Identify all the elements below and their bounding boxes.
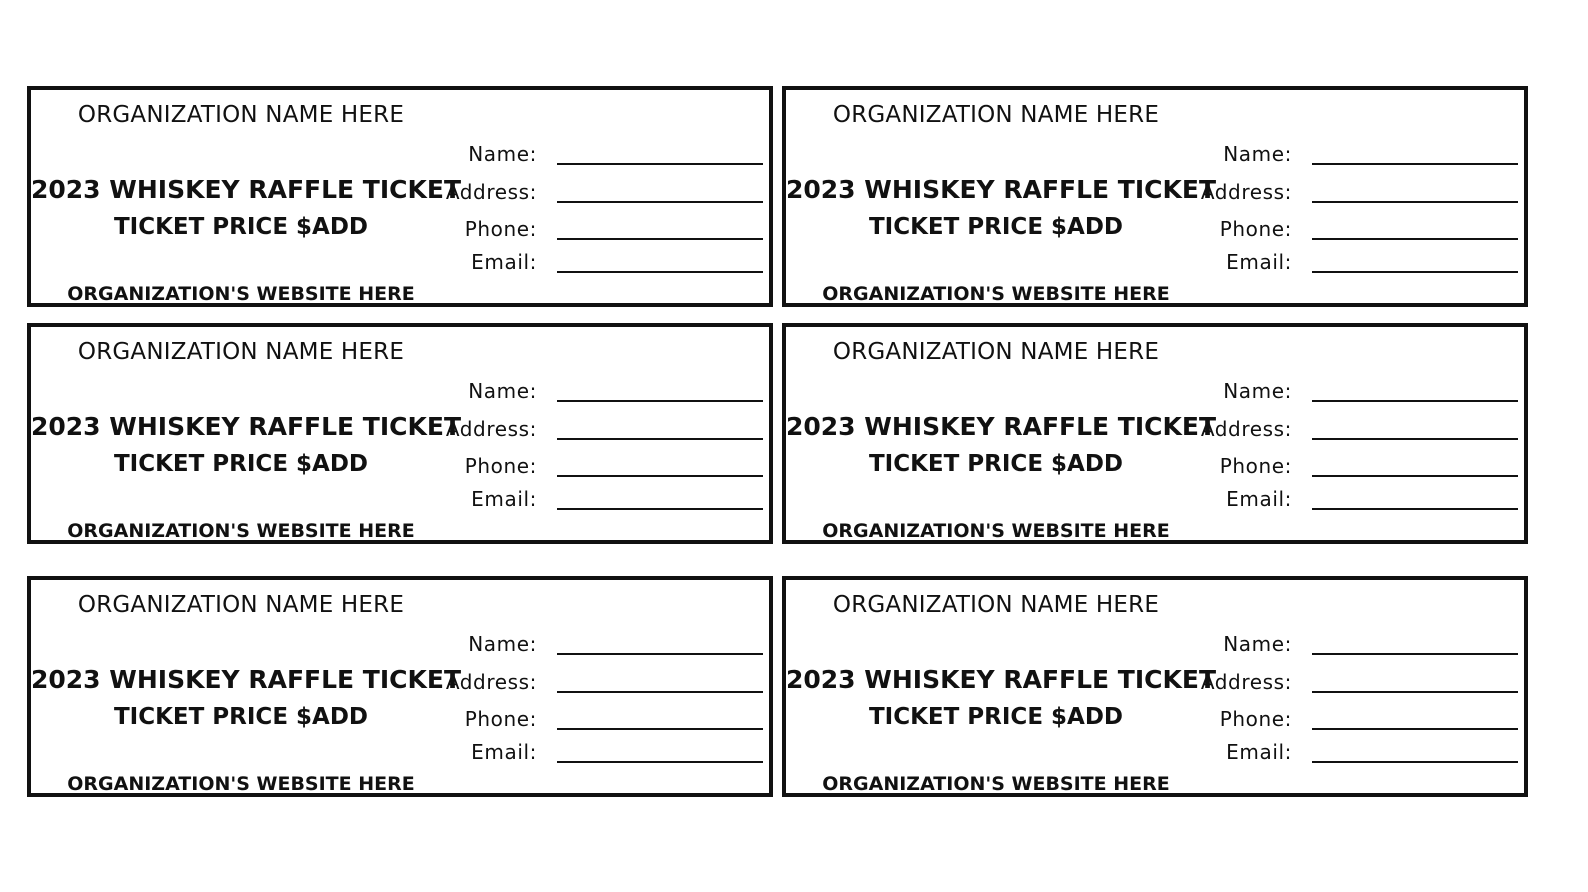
ticket-price: TICKET PRICE $ADD	[113, 214, 369, 240]
address-field-line[interactable]	[1312, 691, 1518, 693]
raffle-title: 2023 WHISKEY RAFFLE TICKET	[31, 175, 462, 204]
email-field-line[interactable]	[1312, 271, 1518, 273]
organization-website: ORGANIZATION'S WEBSITE HERE	[67, 283, 415, 305]
organization-name: ORGANIZATION NAME HERE	[77, 592, 405, 618]
address-field-line[interactable]	[1312, 201, 1518, 203]
address-field-line[interactable]	[557, 691, 763, 693]
raffle-title: 2023 WHISKEY RAFFLE TICKET	[786, 412, 1217, 441]
address-field-line[interactable]	[1312, 438, 1518, 440]
organization-name: ORGANIZATION NAME HERE	[832, 592, 1160, 618]
email-field-line[interactable]	[557, 508, 763, 510]
address-label: Address:	[445, 180, 537, 204]
email-label: Email:	[1226, 250, 1292, 274]
ticket-price: TICKET PRICE $ADD	[113, 451, 369, 477]
raffle-title: 2023 WHISKEY RAFFLE TICKET	[31, 665, 462, 694]
phone-field-line[interactable]	[1312, 728, 1518, 730]
organization-name: ORGANIZATION NAME HERE	[77, 102, 405, 128]
email-field-line[interactable]	[1312, 508, 1518, 510]
address-label: Address:	[1200, 180, 1292, 204]
email-field-line[interactable]	[1312, 761, 1518, 763]
phone-field-line[interactable]	[1312, 238, 1518, 240]
organization-website: ORGANIZATION'S WEBSITE HERE	[822, 773, 1170, 795]
phone-label: Phone:	[464, 454, 537, 478]
phone-field-line[interactable]	[1312, 475, 1518, 477]
name-field-line[interactable]	[557, 400, 763, 402]
name-field-line[interactable]	[557, 163, 763, 165]
phone-field-line[interactable]	[557, 728, 763, 730]
ticket-price: TICKET PRICE $ADD	[868, 704, 1124, 730]
phone-field-line[interactable]	[557, 238, 763, 240]
name-field-line[interactable]	[1312, 653, 1518, 655]
email-label: Email:	[471, 740, 537, 764]
phone-label: Phone:	[1219, 217, 1292, 241]
raffle-ticket	[27, 576, 773, 797]
email-label: Email:	[471, 487, 537, 511]
email-field-line[interactable]	[557, 271, 763, 273]
name-label: Name:	[1223, 632, 1292, 656]
raffle-title: 2023 WHISKEY RAFFLE TICKET	[31, 412, 462, 441]
name-label: Name:	[468, 379, 537, 403]
name-label: Name:	[468, 142, 537, 166]
raffle-ticket	[782, 323, 1528, 544]
address-label: Address:	[1200, 417, 1292, 441]
phone-field-line[interactable]	[557, 475, 763, 477]
raffle-title: 2023 WHISKEY RAFFLE TICKET	[786, 665, 1217, 694]
phone-label: Phone:	[464, 217, 537, 241]
organization-website: ORGANIZATION'S WEBSITE HERE	[822, 283, 1170, 305]
name-label: Name:	[1223, 142, 1292, 166]
name-label: Name:	[1223, 379, 1292, 403]
ticket-price: TICKET PRICE $ADD	[113, 704, 369, 730]
raffle-title: 2023 WHISKEY RAFFLE TICKET	[786, 175, 1217, 204]
phone-label: Phone:	[1219, 707, 1292, 731]
raffle-ticket	[782, 86, 1528, 307]
raffle-ticket	[27, 86, 773, 307]
email-label: Email:	[1226, 740, 1292, 764]
address-label: Address:	[1200, 670, 1292, 694]
organization-website: ORGANIZATION'S WEBSITE HERE	[67, 773, 415, 795]
name-field-line[interactable]	[557, 653, 763, 655]
address-label: Address:	[445, 670, 537, 694]
organization-name: ORGANIZATION NAME HERE	[832, 102, 1160, 128]
email-label: Email:	[1226, 487, 1292, 511]
organization-website: ORGANIZATION'S WEBSITE HERE	[822, 520, 1170, 542]
email-field-line[interactable]	[557, 761, 763, 763]
name-field-line[interactable]	[1312, 400, 1518, 402]
organization-name: ORGANIZATION NAME HERE	[832, 339, 1160, 365]
ticket-price: TICKET PRICE $ADD	[868, 451, 1124, 477]
raffle-ticket	[27, 323, 773, 544]
email-label: Email:	[471, 250, 537, 274]
ticket-price: TICKET PRICE $ADD	[868, 214, 1124, 240]
raffle-ticket	[782, 576, 1528, 797]
address-field-line[interactable]	[557, 438, 763, 440]
address-label: Address:	[445, 417, 537, 441]
organization-name: ORGANIZATION NAME HERE	[77, 339, 405, 365]
name-field-line[interactable]	[1312, 163, 1518, 165]
name-label: Name:	[468, 632, 537, 656]
organization-website: ORGANIZATION'S WEBSITE HERE	[67, 520, 415, 542]
phone-label: Phone:	[1219, 454, 1292, 478]
phone-label: Phone:	[464, 707, 537, 731]
address-field-line[interactable]	[557, 201, 763, 203]
